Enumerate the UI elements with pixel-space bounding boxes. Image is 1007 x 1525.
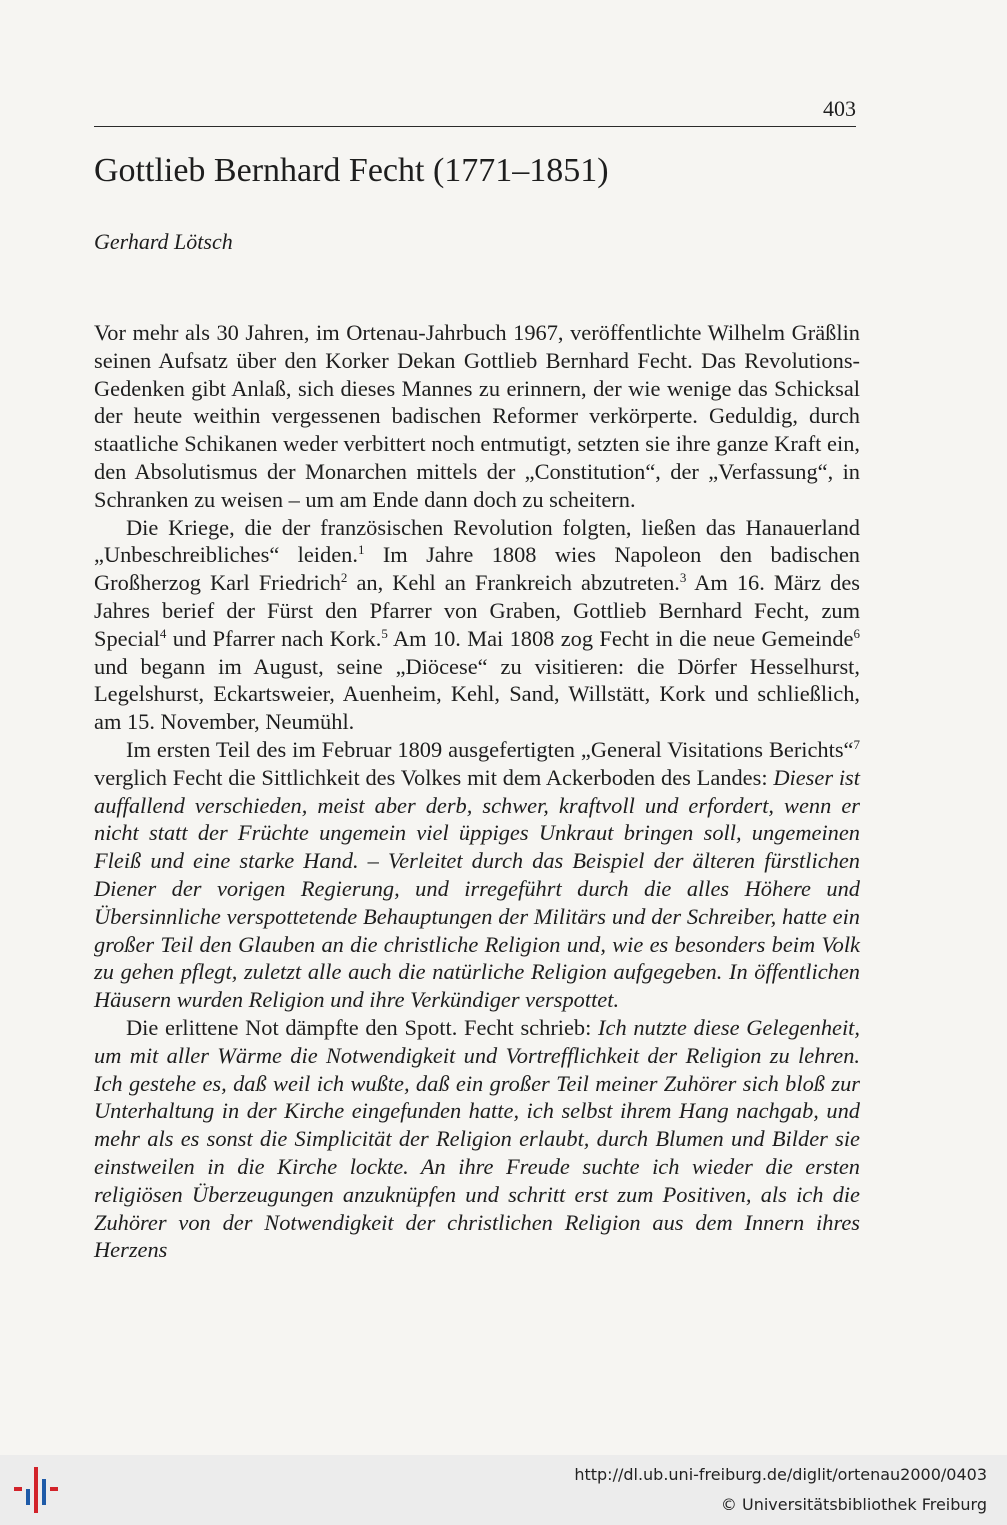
quotation-text: Dieser ist auffallend verschieden, meist aber derb, schwer, kraftvoll und erfordert, wenn er nicht statt der Früchte ungemein viel üppiges Unkraut bringen soll, ungemeinen Fleiß und eine starke Hand. – Verleitet durch das Beispiel der älteren fürstlichen Diener der vorigen Regierung, und irregeführt durch die alles Höhere und Übersinnliche verspottetende Behauptungen der Militärs und der Schreiber, hatte ein großer Teil den Glauben an die christliche Religion und, wie es besonders beim Volk zu gehen pflegt, zuletzt alle auch die natürliche Religion aufgegeben. In öffentlichen Häusern wurden Religion und ihre Verkündiger verspottet. <box>94 764 860 1013</box>
footnote-marker: 3 <box>679 570 687 586</box>
footnote-marker: 4 <box>159 625 167 641</box>
copyright-notice: © Universitätsbibliothek Freiburg <box>720 1495 987 1514</box>
footnote-marker: 1 <box>357 542 365 558</box>
body-text: Die erlittene Not dämpfte den Spott. Fecht schrieb: <box>126 1014 599 1040</box>
body-text: Im ersten Teil des im Februar 1809 ausgefertigten „General Visitations Berichts“ <box>126 736 854 762</box>
logo-red-right <box>50 1487 58 1491</box>
body-text: und begann im August, seine „Diöcese“ zu visitieren: die Dörfer Hesselhurst, Legelshurst, Eckartsweier, Auenheim, Kehl, Sand, Willstätt, Kork und schließlich, am 15. November, Neumühl. <box>94 653 860 735</box>
logo-blue-bar-short <box>26 1489 30 1505</box>
body-text: Die Kriege, die der französischen Revolution folgten, ließen das Hanauerland „Unbeschreibliches“ leiden. <box>94 514 860 568</box>
body-text: Vor mehr als 30 Jahren, im Ortenau-Jahrbuch 1967, veröffentlichte Wilhelm Gräßlin seinen Aufsatz über den Korker Dekan Gottlieb Bernhard Fecht. Das Revolutions-Gedenken gibt Anlaß, sich dieses Mannes zu erinnern, der wie wenige das Schicksal der heute weithin vergessenen badischen Reformer verkörperte. Geduldig, durch staatliche Schikanen weder verbittert noch entmutigt, setzten sie ihre ganze Kraft ein, den Absolutismus der Monarchen mittels der „Constitution“, der „Verfassung“, in Schranken zu weisen – um am Ende dann doch zu scheitern. <box>94 320 860 512</box>
library-logo-icon <box>12 1465 62 1515</box>
footnote-marker: 7 <box>853 736 860 752</box>
paragraph <box>94 736 860 1014</box>
logo-red-bar-center <box>34 1467 38 1513</box>
logo-red-left <box>14 1487 22 1491</box>
body-text: verglich Fecht die Sittlichkeit des Volkes mit dem Ackerboden des Landes: <box>94 764 774 790</box>
body-text: an, Kehl an Frankreich abzutreten. <box>347 570 680 596</box>
quotation-text: Ich nutzte diese Gelegenheit, um mit aller Wärme die Notwendigkeit und Vortrefflichkeit der Religion zu lehren. Ich gestehe es, daß weil ich wußte, daß ein großer Teil meiner Zuhörer sich bloß zur Unterhaltung in der Kirche eingefunden hatte, ich selbst ihrem Hang nachgab, und mehr als es sonst die Simplicität der Religion erlaubt, durch Blumen und Bilder sie einstweilen in die Kirche lockte. An ihre Freude suchte ich wieder die ersten religiösen Überzeugungen anzuknüpfen und schritt erst zum Positiven, als ich die Zuhörer von der Notwendigkeit der christlichen Religion aus dem Innern ihres Herzens <box>94 1014 860 1263</box>
viewer-footer <box>0 1455 1007 1525</box>
paragraph <box>94 1014 860 1264</box>
footnote-marker: 2 <box>340 570 348 586</box>
body-text: Am 10. Mai 1808 zog Fecht in die neue Gemeinde <box>387 625 854 651</box>
article-title: Gottlieb Bernhard Fecht (1771–1851) <box>94 152 609 189</box>
footnote-marker: 6 <box>853 625 860 641</box>
paragraph <box>94 514 860 736</box>
article-body <box>94 319 860 1264</box>
footnote-marker: 5 <box>381 625 388 641</box>
header-rule <box>94 126 856 127</box>
page-number: 403 <box>823 96 856 121</box>
paragraph <box>94 319 860 514</box>
body-text: und Pfarrer nach Kork. <box>166 625 382 651</box>
logo-blue-bar-tall <box>42 1479 46 1505</box>
permalink-url[interactable]: http://dl.ub.uni-freiburg.de/diglit/ortenau2000/0403 <box>574 1465 987 1484</box>
body-text: Im Jahre 1808 wies Napoleon den badischen Großherzog Karl Friedrich <box>94 542 860 596</box>
body-text: Am 16. März des Jahres berief der Fürst den Pfarrer von Graben, Gottlieb Bernhard Fecht, zum Special <box>94 570 860 651</box>
article-author: Gerhard Lötsch <box>94 229 233 254</box>
